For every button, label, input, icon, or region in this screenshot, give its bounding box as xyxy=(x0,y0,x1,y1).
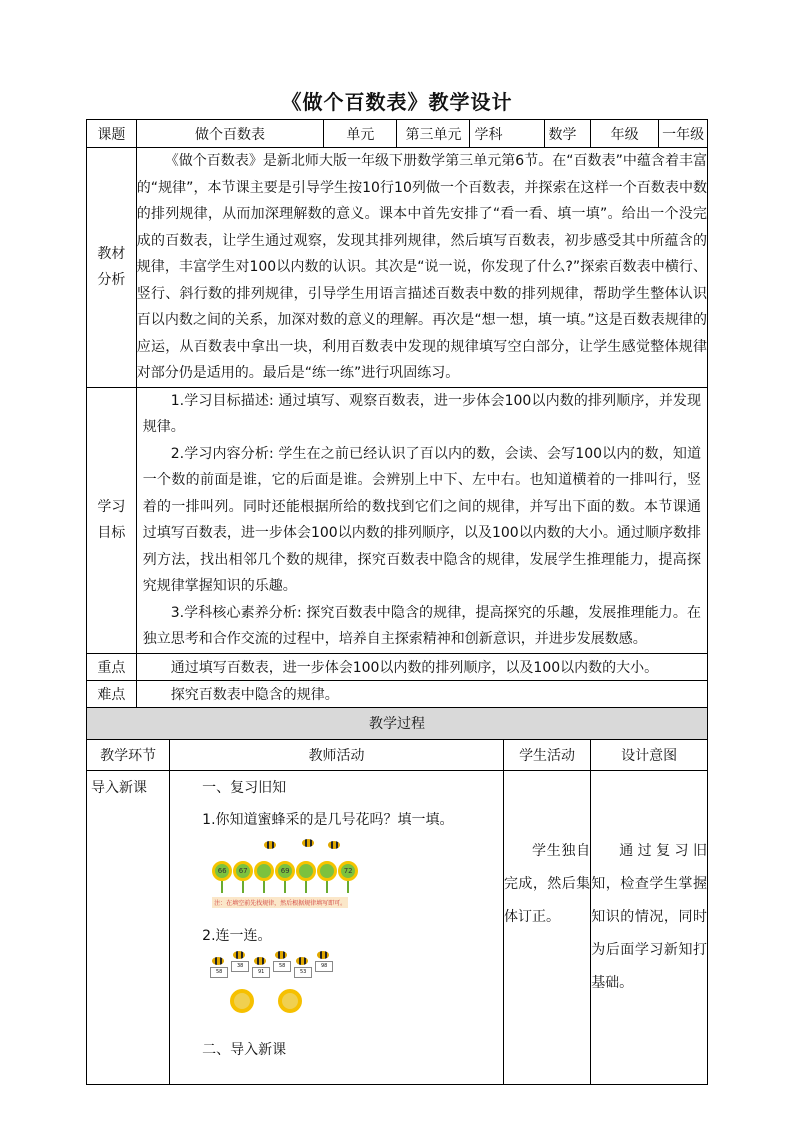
number-card: 58 xyxy=(273,961,291,972)
objective-1: 1.学习目标描述: 通过填写、观察百数表，进一步体会100以内数的排列顺序，并发现规律。 xyxy=(142,392,701,435)
flower-stem xyxy=(284,881,286,893)
difficulty-label: 难点 xyxy=(87,680,137,707)
process-header: 教学过程 xyxy=(87,707,708,739)
bee-flower-illustration xyxy=(208,837,360,913)
analysis-label: 教材分析 xyxy=(87,148,137,388)
stage-cell: 导入新课 xyxy=(87,770,170,1084)
flower-stem xyxy=(347,881,349,893)
flower-stem xyxy=(221,881,223,893)
number-card: 98 xyxy=(315,961,333,972)
number-card: 38 xyxy=(231,961,249,972)
flower-number: 72 xyxy=(343,866,353,875)
subject-value: 数学 xyxy=(544,120,591,148)
col-stage: 教学环节 xyxy=(87,739,170,770)
bee-icon xyxy=(302,839,314,847)
topic-value: 做个百数表 xyxy=(136,120,324,148)
analysis-text: 《做个百数表》是新北师大版一年级下册数学第三单元第6节。在“百数表”中蕴含着丰富的“规律”，本节课主要是引导学生按10行10列做一个百数表，并探索在这样一个百数表中数的排列规律，从而加深理解数的意义。课本中首先安排了“看一看、填一填”。给出一个没完成的百数表，让学生通过观察，发现其排列规律，然后填写百数表，初步感受其中所蕴含的规律，丰富学生对100以内数的认识。其次是“说一说，你发现了什么?”探索百数表中横行、竖行、斜行数的排列规律，引导学生用语言描述百数表中数的排列规律，帮助学生整体认识百以内数之间的关系，加深对数的意义的理解。再次是“想一想，填一填。”这是百数表规律的应运，从百数表中拿出一块，利用百数表中发现的规律填写空白部分，让学生感觉整体规律对部分仍是适用的。最后是“练一练”进行巩固练习。 xyxy=(136,148,707,388)
process-header-row xyxy=(87,707,708,739)
flower-icon xyxy=(296,861,316,881)
unit-value: 第三单元 xyxy=(397,120,470,148)
flower-stem xyxy=(305,881,307,893)
flower-number: 67 xyxy=(238,866,248,875)
page-title: 《做个百数表》教学设计 xyxy=(281,90,513,114)
question-1: 1.你知道蜜蜂采的是几号花吗？填一填。 xyxy=(202,811,454,828)
difficulty-row xyxy=(87,680,708,707)
sunflower-icon xyxy=(230,989,254,1013)
sunflower-icon xyxy=(278,989,302,1013)
flower-number: 69 xyxy=(280,866,290,875)
flower-icon xyxy=(317,861,337,881)
col-intent: 设计意图 xyxy=(591,739,708,770)
review-heading: 一、复习旧知 xyxy=(202,779,287,796)
bee-icon xyxy=(328,841,340,849)
analysis-row xyxy=(87,148,708,388)
flower-stem xyxy=(263,881,265,893)
bee-icon xyxy=(254,957,266,965)
bee-icon xyxy=(296,957,308,965)
header-row xyxy=(87,120,708,148)
topic-label: 课题 xyxy=(87,120,137,148)
number-card: 53 xyxy=(294,967,312,978)
flower-stem xyxy=(242,881,244,893)
key-point-label: 重点 xyxy=(87,653,137,680)
design-intent-cell: 通过复习旧知，检查学生掌握知识的情况，同时为后面学习新知打基础。 xyxy=(591,770,708,1084)
bee-icon xyxy=(317,951,329,959)
process-row xyxy=(87,770,708,1084)
flower-stem xyxy=(326,881,328,893)
objectives-text xyxy=(136,387,707,653)
student-activity-cell: 学生独自完成，然后集体订正。 xyxy=(503,770,590,1084)
teacher-activity-cell xyxy=(170,770,504,1084)
unit-label: 单元 xyxy=(324,120,397,148)
intro-heading: 二、导入新课 xyxy=(202,1041,287,1058)
lesson-plan-table xyxy=(86,119,708,1085)
matching-illustration xyxy=(208,949,338,1019)
hint-note: 注：在填空前先找规律，然后根据规律填写即可。 xyxy=(212,897,348,908)
grade-value: 一年级 xyxy=(659,120,708,148)
subject-label: 学科 xyxy=(470,120,544,148)
number-card: 91 xyxy=(252,967,270,978)
bee-icon xyxy=(264,841,276,849)
number-card: 58 xyxy=(210,967,228,978)
grade-label: 年级 xyxy=(591,120,659,148)
col-student: 学生活动 xyxy=(503,739,590,770)
question-2: 2.连一连。 xyxy=(202,927,272,944)
objectives-row xyxy=(87,387,708,653)
col-teacher: 教师活动 xyxy=(170,739,504,770)
process-columns-row xyxy=(87,739,708,770)
objectives-label: 学习目标 xyxy=(87,387,137,653)
objective-3: 3.学科核心素养分析: 探究百数表中隐含的规律，提高探究的乐趣，发展推理能力。在独立思考和合作交流的过程中，培养自主探索精神和创新意识，并进步发展数感。 xyxy=(142,604,701,647)
key-point-text: 通过填写百数表，进一步体会100以内数的排列顺序，以及100以内数的大小。 xyxy=(136,653,707,680)
flower-number: 66 xyxy=(217,866,227,875)
difficulty-text: 探究百数表中隐含的规律。 xyxy=(136,680,707,707)
bee-icon xyxy=(233,951,245,959)
flower-icon xyxy=(254,861,274,881)
objective-2: 2.学习内容分析: 学生在之前已经认识了百以内的数，会读、会写100以内的数，知道一个数的前面是谁，它的后面是谁。会辨别上中下、左中右。也知道横着的一排叫行，竖着的一排叫列。同时还能根据所给的数找到它们之间的规律，并写出下面的数。本节课通过填写百数表，进一步体会100以内数的排列顺序，以及100以内数的大小。通过顺序数排列方法，找出相邻几个数的规律，探究百数表中隐含的规律，发展学生推理能力，提高探究规律掌握知识的乐趣。 xyxy=(142,445,701,594)
bee-icon xyxy=(212,957,224,965)
bee-icon xyxy=(275,951,287,959)
key-point-row xyxy=(87,653,708,680)
